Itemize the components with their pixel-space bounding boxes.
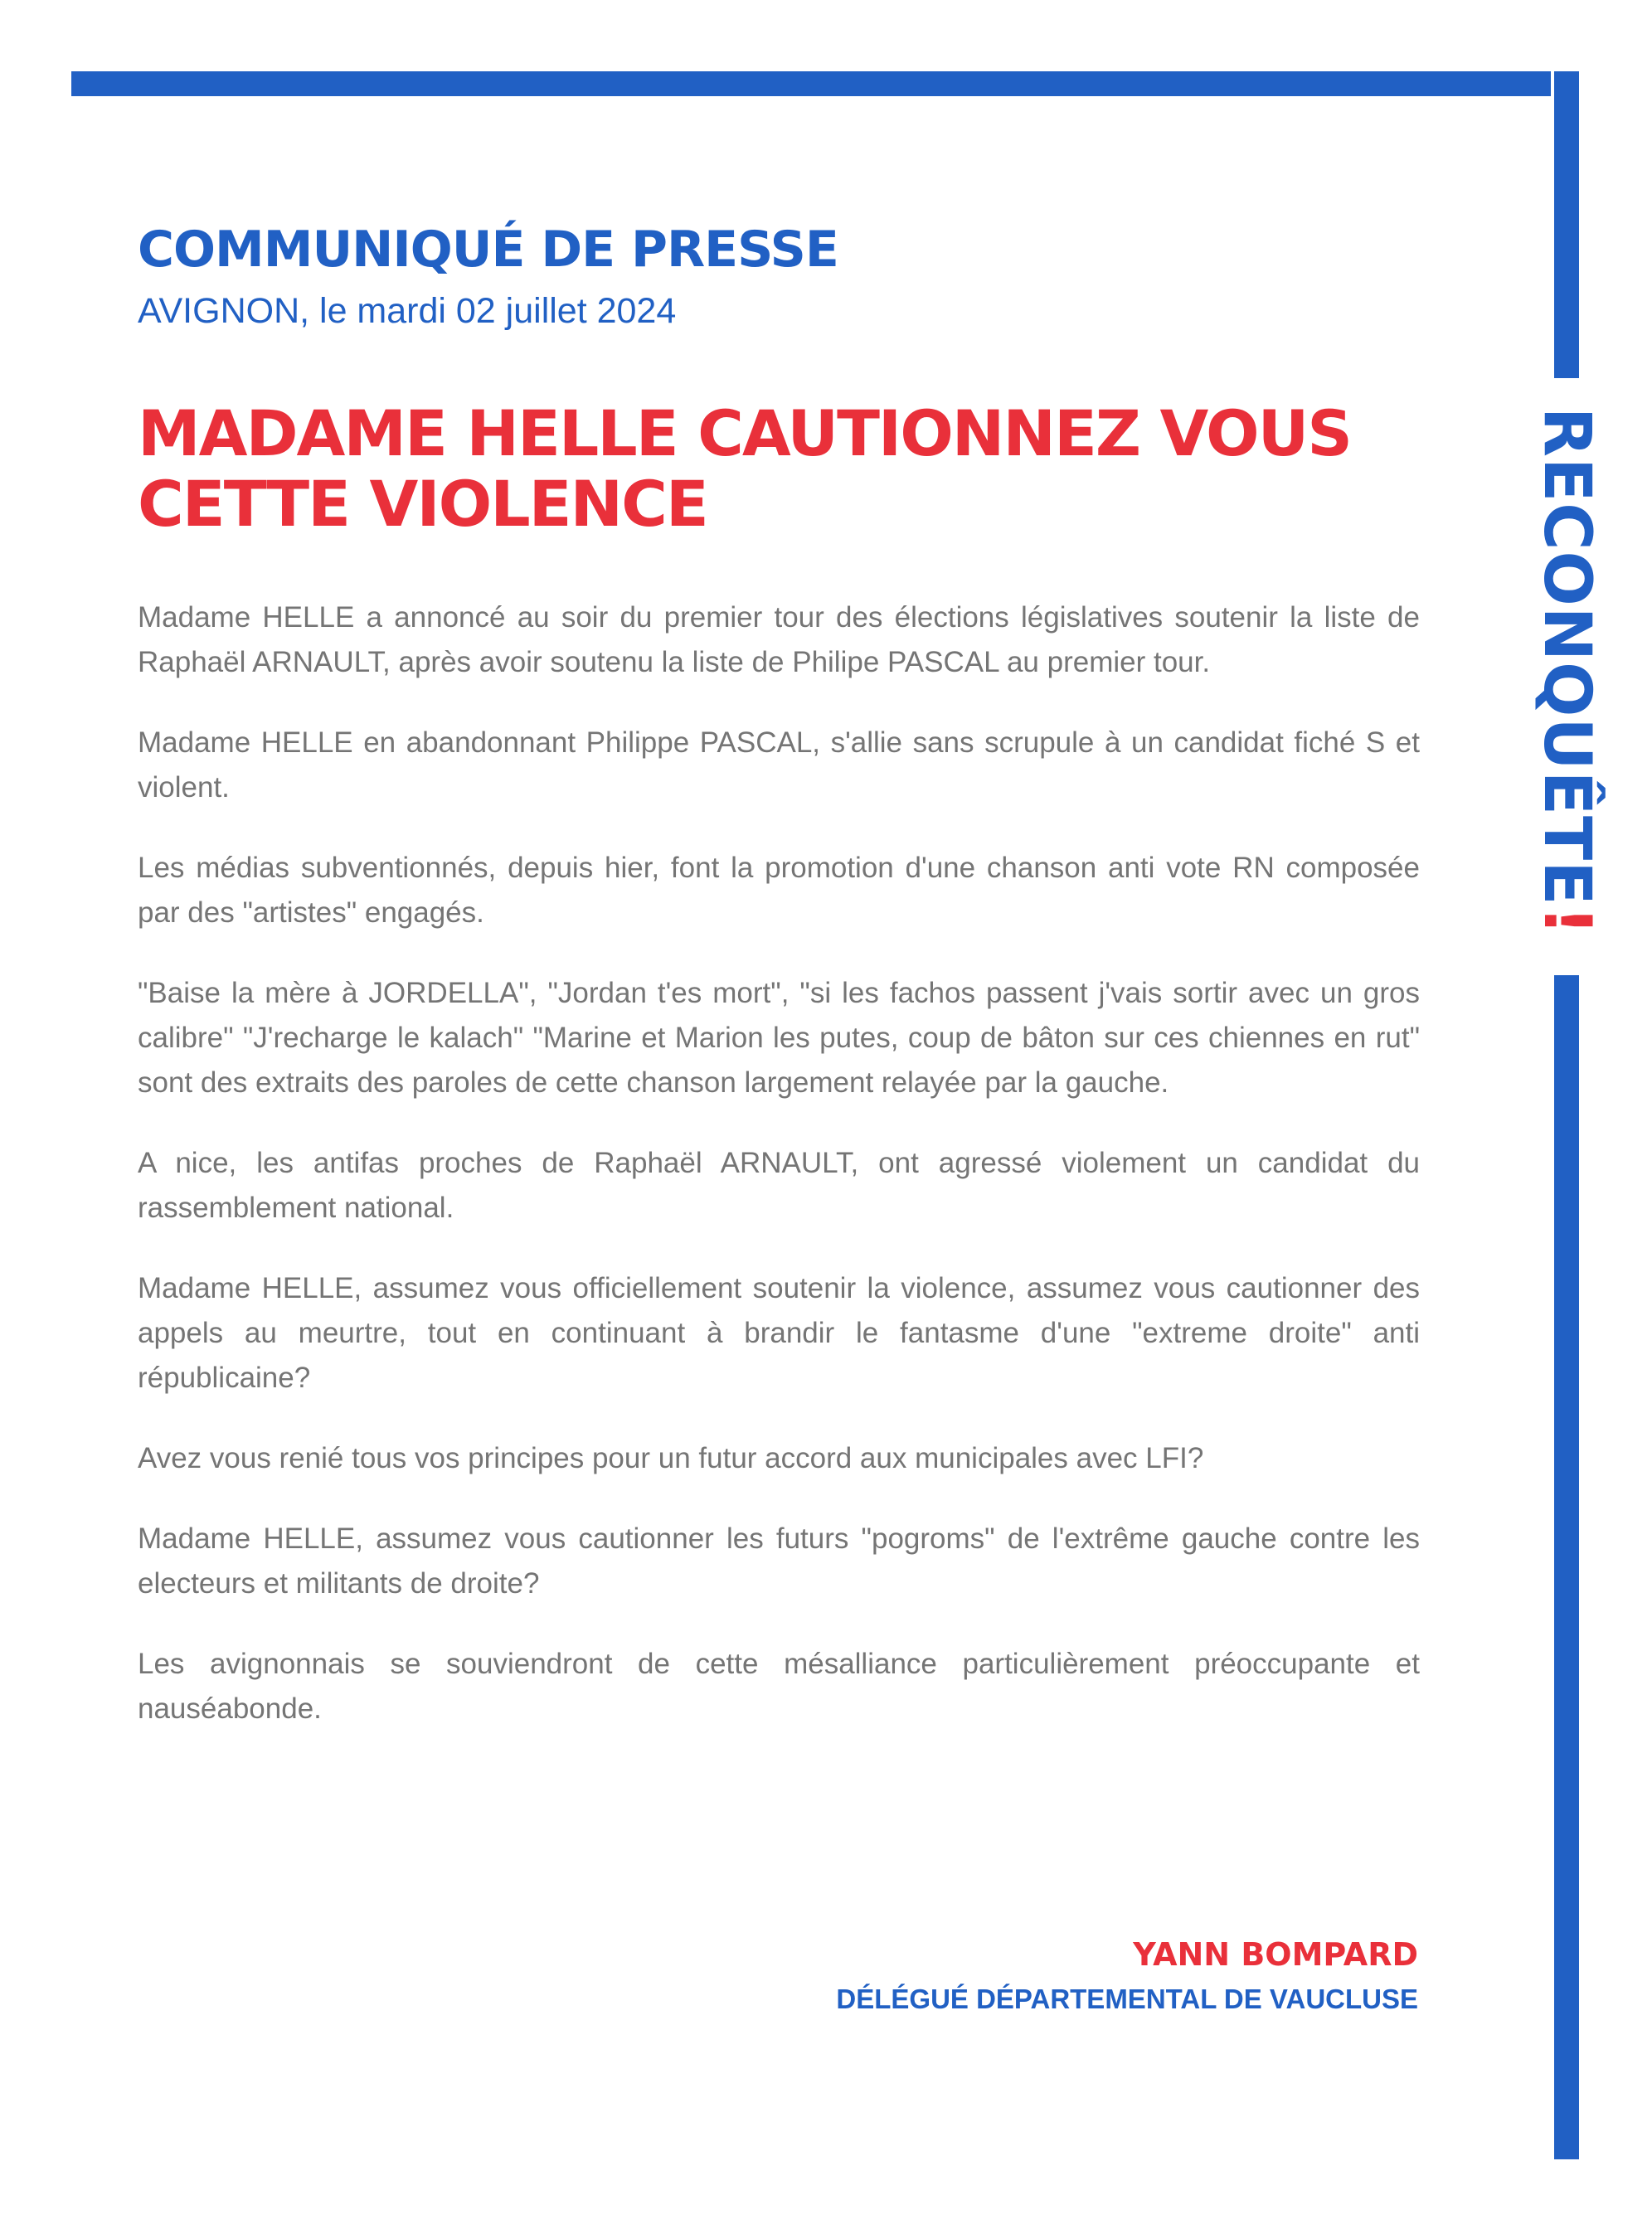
body-paragraph: Avez vous renié tous vos principes pour un futur accord aux municipales avec LFI? (138, 1442, 1204, 1474)
frame-border-right-lower (1554, 975, 1579, 2159)
signatory-role: DÉLÉGUÉ DÉPARTEMENTAL DE VAUCLUSE (836, 1984, 1418, 2014)
body-paragraph: "Baise la mère à JORDELLA", "Jordan t'es mort", "si les fachos passent j'vais sortir avec un gros calibre" "J'recharge le kalach" "Marine et Marion les putes, coup de bâton sur ces chiennes en rut" sont des extraits des paroles de cette chanson largement relayée par la gauche. (138, 977, 1420, 1099)
date-line: AVIGNON, le mardi 02 juillet 2024 (138, 291, 677, 331)
body-paragraph: Les médias subventionnés, depuis hier, font la promotion d'une chanson anti vote RN composée par des "artistes" engagés. (138, 852, 1420, 929)
signatory-name: YANN BOMPARD (1133, 1936, 1418, 1973)
body-paragraph: Les avignonnais se souviendront de cette mésalliance particulièrement préoccupante et nauséabonde. (138, 1648, 1420, 1725)
frame-border-top (71, 71, 1551, 96)
body-paragraph: Madame HELLE en abandonnant Philippe PASCAL, s'allie sans scrupule à un candidat fiché S et violent. (138, 726, 1420, 804)
body-paragraph: Madame HELLE, assumez vous officiellement soutenir la violence, assumez vous cautionner des appels au meurtre, tout en continuant à brandir le fantasme d'une "extreme droite" anti républicaine? (138, 1272, 1420, 1394)
body-paragraph: A nice, les antifas proches de Raphaël ARNAULT, ont agressé violement un candidat du rassemblement national. (138, 1147, 1420, 1224)
brand-logo-exclamation: ! (1529, 906, 1604, 937)
body-paragraph: Madame HELLE a annoncé au soir du premier tour des élections législatives soutenir la liste de Raphaël ARNAULT, après avoir soutenu la liste de Philipe PASCAL au premier tour. (138, 601, 1420, 678)
press-release-body (138, 595, 1420, 1767)
body-paragraph: Madame HELLE, assumez vous cautionner les futurs "pogroms" de l'extrême gauche contre les electeurs et militants de droite? (138, 1522, 1420, 1600)
brand-logo (1529, 406, 1604, 937)
document-type-heading: COMMUNIQUÉ DE PRESSE (138, 221, 838, 279)
press-release-headline: MADAME HELLE CAUTIONNEZ VOUS CETTE VIOLENCE (138, 396, 1352, 541)
frame-border-right-upper (1554, 71, 1579, 378)
brand-logo-text: RECONQUÊTE (1529, 406, 1604, 906)
signature-block (836, 1932, 1418, 2022)
